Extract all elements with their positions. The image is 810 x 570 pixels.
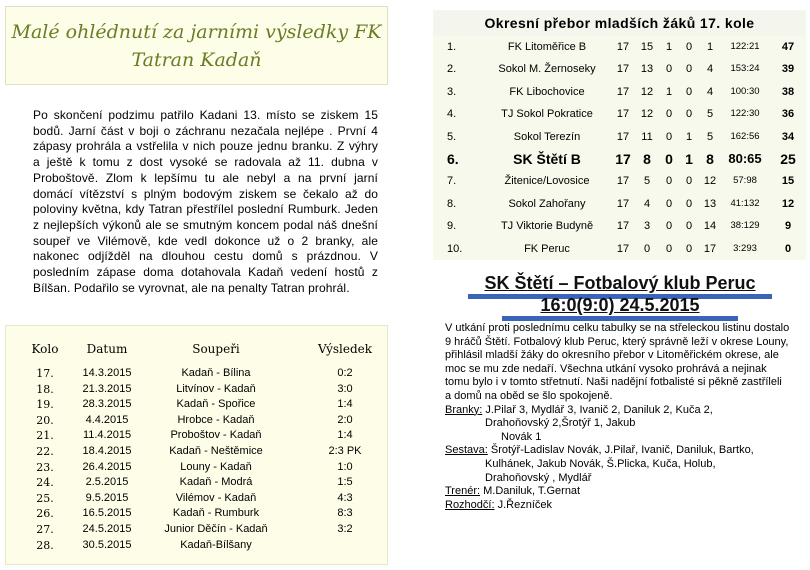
results-souperi: Vilémov - Kadaň (175, 491, 257, 504)
coach-label: Trenér: (445, 485, 481, 498)
standings-position: 7. (447, 175, 457, 188)
standings-losses: 12 (703, 175, 717, 188)
results-souperi: Kadaň - Bílina (181, 367, 251, 379)
standings-row (433, 103, 806, 125)
standings-position: 8. (447, 197, 457, 210)
scorers-line (445, 404, 790, 418)
results-kolo: 20. (36, 413, 54, 427)
standings-wins: 0 (643, 242, 651, 255)
standings-position: 10. (447, 242, 463, 255)
results-datum: 9.5.2015 (85, 491, 129, 504)
standings-draws: 1 (665, 41, 673, 53)
results-row (6, 444, 387, 460)
standings-goals: 162:56 (730, 130, 760, 142)
results-header-kolo: Kolo (31, 342, 59, 356)
standings-row (433, 193, 806, 215)
standings-position: 9. (447, 220, 457, 233)
results-kolo: 22. (36, 444, 54, 458)
results-souperi: Kadaň - Rumburk (172, 507, 260, 520)
standings-team: FK Libochovice (509, 85, 585, 98)
results-header-souperi: Soupeři (192, 342, 240, 356)
match-report (445, 322, 790, 512)
standings-goals: 41:132 (730, 197, 760, 209)
standings-team: Sokol Terezín (513, 130, 581, 143)
results-kolo: 26. (36, 507, 54, 521)
results-datum: 4.4.2015 (85, 413, 129, 426)
results-datum: 21.3.2015 (82, 382, 132, 395)
standings-goals: 38:129 (730, 220, 760, 232)
results-vysledek: 2:3 PK (328, 444, 362, 457)
standings-wins: 4 (643, 197, 651, 210)
results-row (6, 460, 387, 476)
results-kolo: 17. (36, 367, 54, 380)
standings-goals: 122:30 (730, 108, 760, 120)
scorers-list-3: Novák 1 (501, 430, 542, 443)
standings-draws: 0 (665, 63, 673, 76)
results-vysledek: 1:0 (337, 460, 353, 473)
results-datum: 16.5.2015 (82, 507, 132, 520)
results-souperi: Proboštov - Kadaň (170, 429, 262, 442)
standings-played: 17 (616, 41, 630, 53)
standings-goals: 122:21 (730, 41, 760, 52)
standings-draws: 1 (665, 85, 673, 98)
match-report-intro: V utkání proti poslednímu celku tabulky se na střeleckou listinu dostalo 9 hráčů Štětí. Fotbalový klub Peruc, který správně leží v okrese Louny, přihlásil mladší žáky do okresního přebor v Litoměřickém okrese, ale moc se mu zde nedaří. Všechna utkání vysoko prohrává a nejinak tomu bylo i v tomto střetnutí. Naši nadějní fotbalisté si pěkně zastříleli a domů na oběd se šlo spokojeně. (445, 322, 790, 402)
standings-position: 6. (447, 150, 459, 167)
standings-losses: 14 (703, 220, 717, 233)
results-row (6, 428, 387, 444)
results-souperi: Kadaň-Bílšany (180, 538, 252, 551)
standings-losses: 4 (706, 63, 714, 76)
results-datum: 30.5.2015 (82, 538, 132, 551)
match-headline-teams: SK Štětí – Fotbalový klub Peruc (484, 273, 756, 293)
standings-penalty: 1 (685, 150, 693, 167)
standings-played: 17 (615, 150, 631, 167)
standings-wins: 11 (641, 130, 653, 143)
results-souperi: Junior Děčín - Kadaň (164, 522, 268, 535)
scorers-list-1: J.Pilař 3, Mydlář 3, Ivanič 2, Daniluk 2, Kuča 2, (482, 403, 713, 416)
results-vysledek: 8:3 (337, 507, 353, 520)
standings-row (433, 148, 806, 170)
standings-points: 25 (780, 150, 796, 167)
standings-played: 17 (616, 220, 630, 233)
results-datum: 11.4.2015 (82, 429, 132, 442)
results-vysledek: 3:2 (337, 522, 353, 535)
results-vysledek: 3:0 (337, 382, 353, 395)
results-row (6, 538, 387, 554)
standings-points: 38 (781, 85, 795, 98)
standings-penalty: 0 (685, 63, 693, 76)
results-header-row (6, 342, 387, 362)
scorers-label: Branky: (445, 403, 483, 416)
standings-penalty: 0 (685, 41, 693, 53)
results-row (6, 413, 387, 429)
standings-draws: 0 (665, 242, 673, 255)
results-datum: 18.4.2015 (82, 444, 132, 457)
standings-losses: 5 (706, 130, 714, 143)
standings-penalty: 0 (685, 175, 693, 188)
standings-wins: 8 (643, 150, 651, 167)
standings-losses: 4 (706, 85, 714, 98)
results-row (6, 506, 387, 522)
standings-draws: 0 (665, 130, 673, 143)
standings-played: 17 (616, 85, 630, 98)
headline-underline-bar-2 (502, 316, 738, 321)
lineup-list-2: Kulhánek, Jakub Novák, Š.Plicka, Kuča, Holub, (485, 457, 716, 470)
standings-losses: 5 (706, 108, 714, 121)
standings-played: 17 (616, 63, 630, 76)
standings-team: Žitenice/Lovosice (504, 175, 590, 188)
standings-goals: 57:98 (733, 175, 757, 187)
match-headline (440, 272, 800, 316)
standings-played: 17 (616, 108, 630, 121)
standings-losses: 8 (706, 150, 714, 167)
lineup-line (445, 444, 790, 458)
standings-played: 17 (616, 175, 630, 188)
standings-team: Sokol Zahořany (508, 197, 586, 210)
article-title-box (5, 6, 388, 85)
referee-label: Rozhodčí: (445, 498, 495, 511)
standings-penalty: 0 (685, 85, 693, 98)
results-row (6, 366, 387, 382)
standings-goals: 3:293 (733, 242, 757, 254)
results-kolo: 24. (36, 476, 54, 490)
standings-goals: 100:30 (730, 85, 760, 97)
results-kolo: 19. (36, 398, 54, 412)
results-row (6, 491, 387, 507)
results-vysledek: 0:2 (337, 367, 353, 379)
results-datum: 28.3.2015 (82, 398, 132, 411)
results-datum: 24.5.2015 (82, 522, 132, 535)
standings-points: 9 (784, 220, 792, 233)
standings-points: 0 (784, 242, 792, 255)
scorers-list-2: Drahoňovský 2,Šrotýř 1, Jakub (485, 417, 636, 430)
standings-goals: 80:65 (728, 150, 762, 166)
results-datum: 2.5.2015 (85, 476, 129, 489)
results-souperi: Kadaň - Neštěmice (169, 444, 263, 457)
standings-position: 1. (447, 41, 457, 53)
standings-team: FK Peruc (524, 242, 570, 255)
standings-penalty: 0 (685, 197, 693, 210)
standings-team: Sokol M. Žernoseky (498, 63, 596, 76)
article-title-line1: Malé ohlédnutí za jarními výsledky FK (11, 21, 382, 43)
standings-points: 47 (781, 41, 795, 53)
standings-played: 17 (616, 197, 630, 210)
standings-losses: 17 (703, 242, 717, 255)
standings-draws: 0 (665, 150, 673, 167)
lineup-list-3: Drahoňovský , Mydlář (485, 471, 592, 484)
standings-draws: 0 (665, 175, 673, 188)
results-souperi: Hrobce - Kadaň (177, 413, 255, 426)
results-vysledek: 1:5 (337, 476, 353, 489)
standings-team: TJ Viktorie Budyně (500, 220, 594, 233)
standings-losses: 1 (706, 41, 714, 53)
standings-position: 2. (447, 63, 457, 76)
results-souperi: Litvínov - Kadaň (176, 382, 256, 395)
standings-losses: 13 (703, 197, 717, 210)
standings-position: 5. (447, 130, 457, 143)
spring-results-table (5, 325, 388, 565)
results-datum: 26.4.2015 (82, 460, 132, 473)
standings-position: 4. (447, 108, 457, 121)
standings-penalty: 1 (685, 130, 693, 143)
standings-title: Okresní přebor mladších žáků 17. kole (433, 10, 806, 36)
results-kolo: 25. (36, 491, 54, 505)
standings-wins: 13 (640, 63, 654, 76)
results-kolo: 27. (36, 522, 54, 536)
standings-wins: 5 (643, 175, 651, 188)
standings-points: 36 (781, 108, 795, 121)
standings-row (433, 238, 806, 260)
standings-row (433, 215, 806, 237)
standings-team: TJ Sokol Pokratice (501, 108, 593, 121)
results-kolo: 18. (36, 382, 54, 396)
results-vysledek: 2:0 (337, 413, 353, 426)
standings-draws: 0 (665, 108, 673, 121)
results-souperi: Louny - Kadaň (180, 460, 252, 473)
standings-points: 12 (781, 197, 795, 210)
referee-line (445, 499, 790, 513)
standings-row (433, 36, 806, 58)
standings-wins: 15 (640, 41, 654, 53)
standings-team: SK Štětí B (513, 150, 581, 167)
standings-position: 3. (447, 85, 457, 98)
results-vysledek: 1:4 (337, 398, 353, 411)
standings-row (433, 170, 806, 192)
results-kolo: 23. (36, 460, 54, 474)
standings-played: 17 (616, 130, 630, 143)
standings-wins: 12 (640, 85, 654, 98)
referee-name: J.Řezníček (494, 498, 552, 511)
standings-row (433, 81, 806, 103)
coach-names: M.Daniluk, T.Gernat (480, 485, 581, 498)
article-title-line2: Tatran Kadaň (131, 49, 262, 71)
standings-draws: 0 (665, 220, 673, 233)
results-row (6, 382, 387, 398)
standings-points: 39 (781, 63, 795, 76)
results-row (6, 397, 387, 413)
standings-row (433, 126, 806, 148)
standings-team: FK Litoměřice B (507, 41, 587, 53)
results-souperi: Kadaň - Modrá (179, 476, 253, 489)
standings-points: 15 (781, 175, 795, 188)
results-souperi: Kadaň - Spořice (176, 398, 256, 411)
standings-penalty: 0 (685, 220, 693, 233)
season-story-paragraph: Po skončení podzimu patřilo Kadani 13. místo se ziskem 15 bodů. Jarní část v boji o záchranu nezačala nejlépe . První 4 zápasy prohrála a vstřelila v nich pouze jednu branku. Z výhry a ještě k tomu z dost vysoké se radovala až 11. dubna v Proboštově. Zlom k lepšímu tu ale nebyl a na první jarní domácí vítězství s plným bodovým ziskem se čekalo až do poloviny května, kdy Tatran přestřílel poslední Rumburk. Jeden z nejlepších výkonů ale se smutným koncem podal náš dnešní soupeř ve Vilémově, kde vedl dokonce už o 2 branky, ale nakonec odjížděl na dlouhou cestu domů s prázdnou. V posledním zápase doma dotahovala Kadaň vedení hostů z Bílšan. Podařilo se vyrovnat, ale na penalty Tatran prohrál. (33, 108, 378, 295)
standings-penalty: 0 (685, 108, 693, 121)
standings-wins: 3 (643, 220, 651, 233)
standings-row (433, 58, 806, 80)
lineup-label: Sestava: (445, 444, 488, 457)
standings-penalty: 0 (685, 242, 693, 255)
results-kolo: 21. (36, 429, 54, 443)
coach-line (445, 485, 790, 499)
lineup-list-1: Šrotýř-Ladislav Novák, J.Pilař, Ivanič, Daniluk, Bartko, (487, 444, 754, 457)
results-body (6, 366, 387, 553)
results-header-vysledek: Výsledek (317, 342, 373, 356)
standings-draws: 0 (665, 197, 673, 210)
match-headline-score: 16:0(9:0) 24.5.2015 (540, 295, 700, 315)
results-header-datum: Datum (86, 342, 128, 356)
results-vysledek: 4:3 (337, 491, 353, 504)
standings-points: 34 (781, 130, 795, 143)
results-row (6, 475, 387, 491)
standings-goals: 153:24 (730, 63, 760, 75)
standings-wins: 12 (640, 108, 654, 121)
results-datum: 14.3.2015 (82, 367, 132, 379)
results-kolo: 28. (36, 538, 54, 552)
standings-table (433, 36, 806, 260)
standings-played: 17 (616, 242, 630, 255)
results-vysledek: 1:4 (337, 429, 353, 442)
results-row (6, 522, 387, 538)
